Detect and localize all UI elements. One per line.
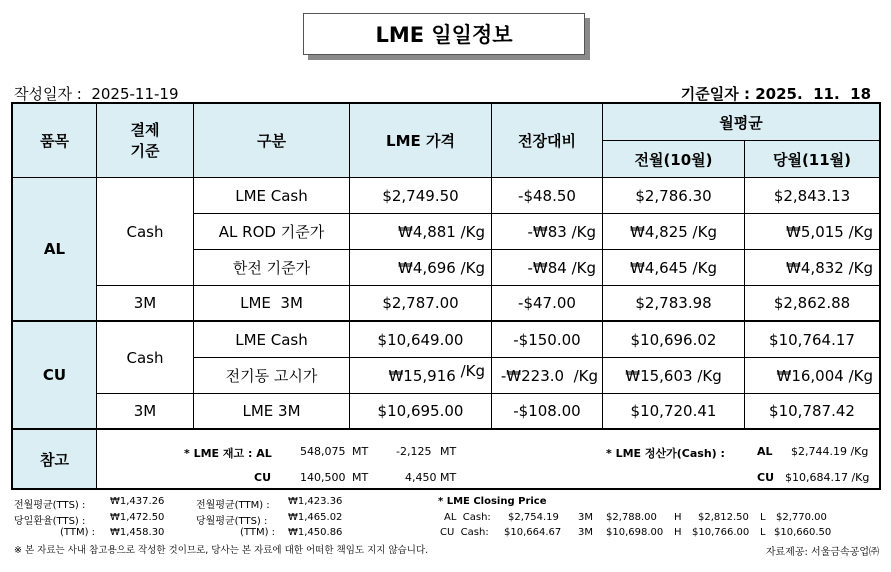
cu-3m-label: 3M <box>97 394 194 430</box>
page-title: LME 일일정보 <box>303 13 585 55</box>
header-prev-month: 전월(10월) <box>603 141 745 178</box>
ref-stock-al: 548,075 <box>300 445 346 458</box>
fx-prev-tts-label: 전월평균(TTS) : <box>14 500 86 511</box>
header-cur-month: 당월(11월) <box>745 141 879 178</box>
base-date <box>681 83 871 104</box>
ref-label: 참고 <box>13 430 97 488</box>
fx-prev-ttm-label: 전월평균(TTM) : <box>196 500 270 511</box>
fx-today-tts-label: 당일환율(TTS) : <box>14 516 86 527</box>
ref-settle-cu-label: CU <box>757 471 775 484</box>
al-row1-prev: $2,786.30 <box>603 178 745 214</box>
price-table <box>11 102 881 490</box>
al-row2-prev: ₩4,825 /Kg <box>603 214 745 250</box>
al-row1-cur: $2,843.13 <box>745 178 879 214</box>
al-row3-price: ₩4,696 /Kg <box>350 250 492 286</box>
ref-stock-al-unit: MT <box>352 445 369 458</box>
header-item: 품목 <box>13 104 97 178</box>
al-item: AL <box>13 178 97 322</box>
source-credit: 자료제공: 서울금속공업㈜ <box>765 547 879 558</box>
closing-al-h: $2,812.50 <box>698 512 749 523</box>
base-value: 2025. 11. 18 <box>755 85 871 103</box>
closing-cu-l: $10,660.50 <box>774 527 832 538</box>
cu-row2-prev: ₩15,603 /Kg <box>603 358 745 394</box>
header-monthly-avg: 월평균 <box>603 104 879 141</box>
closing-cu-h-label: H <box>674 527 682 538</box>
al-row1-gubun: LME Cash <box>194 178 350 214</box>
al-cash-label: Cash <box>97 178 194 286</box>
cu-row3-prev: $10,720.41 <box>603 394 745 430</box>
written-date <box>14 83 179 104</box>
cu-row2-change: -₩223.0 /Kg <box>492 358 603 394</box>
ref-settle-al-label: AL <box>757 445 773 458</box>
ref-settle-cu: $10,684.17 /Kg <box>785 471 870 484</box>
ref-stock-al-change-unit: MT <box>440 445 457 458</box>
ref-stock-cu-change: 4,450 <box>405 471 437 484</box>
cu-row3-price: $10,695.00 <box>350 394 492 430</box>
cu-row2-price-value: ₩15,916 <box>388 366 456 385</box>
al-row2-change: -₩83 /Kg <box>492 214 603 250</box>
fx-today-tts-value: ₩1,472.50 <box>110 512 165 523</box>
cu-row1-change: -$150.00 <box>492 322 603 358</box>
ref-stock-cu-unit: MT <box>352 471 369 484</box>
ref-stock-cu-change-unit: MT <box>440 471 457 484</box>
fx-cur-tts-label: 당월평균(TTS) : <box>196 516 268 527</box>
written-label: 작성일자 : <box>14 85 82 103</box>
base-label: 기준일자 : <box>680 85 750 103</box>
header-gubun: 구분 <box>194 104 350 178</box>
al-row2-cur: ₩5,015 /Kg <box>745 214 879 250</box>
closing-cu-3m-label: 3M <box>578 527 593 538</box>
cu-row2-gubun: 전기동 고시가 <box>194 358 350 394</box>
closing-cu-cash: $10,664.67 <box>504 527 562 538</box>
fx-cur-ttm-label: (TTM) : <box>240 527 276 538</box>
closing-cu-3m: $10,698.00 <box>606 527 664 538</box>
closing-al-h-label: H <box>674 512 682 523</box>
closing-cu-h: $10,766.00 <box>692 527 750 538</box>
fx-cur-ttm-value: ₩1,450.86 <box>288 527 343 538</box>
ref-stock-al-change: -2,125 <box>396 445 432 458</box>
fx-prev-tts-value: ₩1,437.26 <box>110 496 165 507</box>
closing-al-label: AL Cash: <box>444 512 491 523</box>
al-row3-gubun: 한전 기준가 <box>194 250 350 286</box>
cu-row2-cur: ₩16,004 /Kg <box>745 358 879 394</box>
al-row4-change: -$47.00 <box>492 286 603 322</box>
closing-cu-label: CU Cash: <box>440 527 489 538</box>
cu-item: CU <box>13 322 97 430</box>
ref-settle-al: $2,744.19 /Kg <box>791 445 869 458</box>
closing-al-l-label: L <box>760 512 766 523</box>
al-row4-cur: $2,862.88 <box>745 286 879 322</box>
al-row4-prev: $2,783.98 <box>603 286 745 322</box>
al-row2-price: ₩4,881 /Kg <box>350 214 492 250</box>
fx-today-ttm-value: ₩1,458.30 <box>110 527 165 538</box>
al-row3-prev: ₩4,645 /Kg <box>603 250 745 286</box>
al-3m-label: 3M <box>97 286 194 322</box>
fx-cur-tts-value: ₩1,465.02 <box>288 512 343 523</box>
closing-al-3m: $2,788.00 <box>606 512 657 523</box>
header-settle: 결제 기준 <box>97 104 194 178</box>
cu-row3-cur: $10,787.42 <box>745 394 879 430</box>
al-row4-gubun: LME 3M <box>194 286 350 322</box>
ref-stock-cu: 140,500 <box>300 471 346 484</box>
disclaimer-note: ※ 본 자료는 사내 참고용으로 작성한 것이므로, 당사는 본 자료에 대한 어떠한 책임도 지지 않습니다. <box>14 545 429 556</box>
cu-cash-label: Cash <box>97 322 194 394</box>
header-change: 전장대비 <box>492 104 603 178</box>
cu-row2-price <box>350 358 492 394</box>
ref-stock-label: * LME 재고 : AL <box>184 447 272 460</box>
ref-stock-cu-label: CU <box>254 471 272 484</box>
cu-row1-cur: $10,764.17 <box>745 322 879 358</box>
closing-al-l: $2,770.00 <box>776 512 827 523</box>
closing-al-3m-label: 3M <box>578 512 593 523</box>
al-row3-change: -₩84 /Kg <box>492 250 603 286</box>
fx-prev-ttm-value: ₩1,423.36 <box>288 496 343 507</box>
fx-today-ttm-label: (TTM) : <box>60 527 96 538</box>
cu-row3-change: -$108.00 <box>492 394 603 430</box>
cu-row1-price: $10,649.00 <box>350 322 492 358</box>
al-row1-price: $2,749.50 <box>350 178 492 214</box>
ref-settle-label: * LME 정산가(Cash) : <box>606 447 725 460</box>
cu-row2-price-unit: /Kg <box>460 361 485 380</box>
written-value: 2025-11-19 <box>91 85 179 103</box>
cu-row3-gubun: LME 3M <box>194 394 350 430</box>
al-row4-price: $2,787.00 <box>350 286 492 322</box>
cu-row1-prev: $10,696.02 <box>603 322 745 358</box>
al-row2-gubun: AL ROD 기준가 <box>194 214 350 250</box>
header-lme-price: LME 가격 <box>350 104 492 178</box>
cu-row1-gubun: LME Cash <box>194 322 350 358</box>
al-row3-cur: ₩4,832 /Kg <box>745 250 879 286</box>
closing-cu-l-label: L <box>760 527 766 538</box>
closing-title: * LME Closing Price <box>438 496 547 507</box>
al-row1-change: -$48.50 <box>492 178 603 214</box>
closing-al-cash: $2,754.19 <box>508 512 559 523</box>
ref-content <box>97 430 879 488</box>
